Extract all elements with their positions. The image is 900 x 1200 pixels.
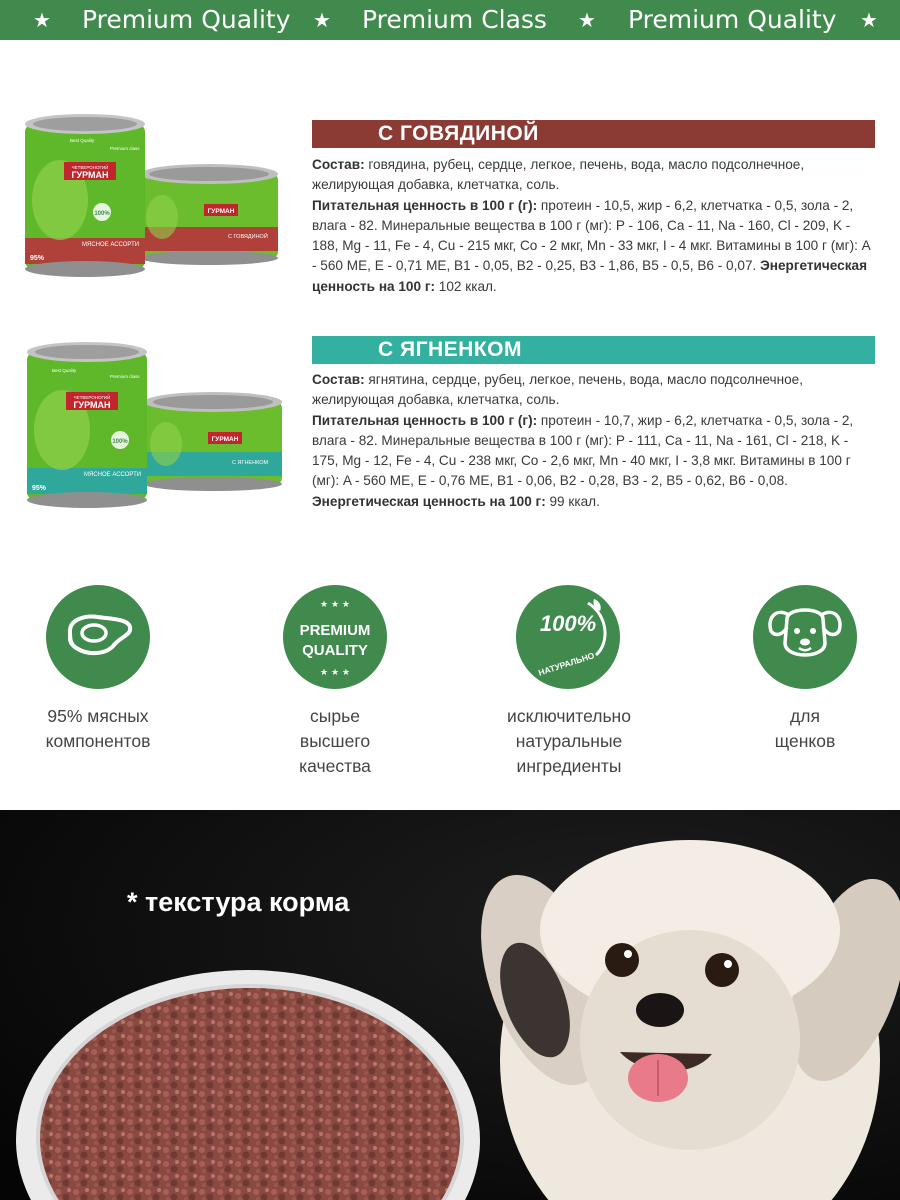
feature-caption bbox=[507, 704, 631, 779]
feature-caption bbox=[46, 704, 151, 754]
small-can bbox=[140, 164, 278, 265]
star-icon: ★ bbox=[578, 8, 596, 32]
svg-text:Premium class: Premium class bbox=[110, 374, 140, 379]
svg-text:ЧЕТВЕРОНОГИЙ: ЧЕТВЕРОНОГИЙ bbox=[71, 165, 109, 170]
star-icon: ★ bbox=[313, 8, 331, 32]
svg-text:ГУРМАН: ГУРМАН bbox=[73, 400, 111, 410]
svg-text:ЧЕТВЕРОНОГИЙ: ЧЕТВЕРОНОГИЙ bbox=[73, 395, 111, 400]
energy-text: 99 ккал. bbox=[545, 493, 600, 509]
svg-text:PREMIUM: PREMIUM bbox=[299, 622, 371, 639]
large-can bbox=[25, 114, 145, 277]
product-description bbox=[312, 155, 877, 297]
nutrition-label: Питательная ценность в 100 г (г): bbox=[312, 412, 538, 428]
large-can bbox=[27, 342, 147, 508]
svg-text:100%: 100% bbox=[94, 211, 110, 217]
food-texture-photo bbox=[0, 810, 900, 1200]
meat-steak-icon bbox=[46, 585, 150, 689]
banner-text-1: Premium Quality bbox=[82, 5, 291, 34]
svg-text:МЯСНОЕ АССОРТИ: МЯСНОЕ АССОРТИ bbox=[82, 242, 140, 248]
nutrition-text: протеин - 10,7, жир - 6,2, клетчатка - 0,5, зола - 2, влага - 82. Минеральные вещества в 100 г (мг): P - 111, Ca - 11, Na - 161, Cl - 218, K - 175, Mg - 12, Fe - 4, Cu - 238 мкг, Co - 2,6 мкг, Mn - 40 мкг, I - 3,8 мкг. Витамины в 100 г (мг): A - 560 МЕ, E - 0,76 МЕ, B1 - 0,06, B2 - 0,28, B3 - 2, B5 - 0,62, B6 - 0,08. bbox=[312, 412, 854, 489]
feature-caption bbox=[775, 704, 835, 754]
product-cans-image bbox=[22, 340, 284, 510]
can-illustration bbox=[22, 340, 284, 510]
svg-text:ГУРМАН: ГУРМАН bbox=[211, 436, 239, 443]
nutrition-label: Питательная ценность в 100 г (г): bbox=[312, 197, 538, 213]
svg-text:100%: 100% bbox=[112, 439, 128, 445]
svg-text:ГУРМАН: ГУРМАН bbox=[207, 208, 235, 215]
small-can bbox=[144, 392, 282, 491]
star-icon: ★ bbox=[33, 8, 51, 32]
svg-text:Best Quality: Best Quality bbox=[70, 138, 95, 143]
energy-label: Энергетическая ценность на 100 г: bbox=[312, 258, 868, 294]
feature-caption-text: сырье высшего качества bbox=[299, 706, 371, 776]
svg-text:Premium class: Premium class bbox=[110, 146, 140, 151]
composition-label: Состав: bbox=[312, 157, 365, 172]
feature-caption-text: исключительно натуральные ингредиенты bbox=[507, 706, 631, 776]
svg-text:С ГОВЯДИНОЙ: С ГОВЯДИНОЙ bbox=[228, 234, 268, 240]
texture-label: * текстура корма bbox=[127, 887, 350, 917]
can-illustration bbox=[22, 112, 284, 282]
premium-quality-badge-icon bbox=[283, 585, 387, 689]
natural-100-leaf-icon bbox=[516, 585, 620, 689]
product-title: С ГОВЯДИНОЙ bbox=[312, 120, 875, 148]
feature-caption-text: для щенков bbox=[774, 706, 836, 751]
puppy-face-icon bbox=[753, 585, 857, 689]
svg-text:★ ★ ★: ★ ★ ★ bbox=[320, 600, 350, 610]
composition-label: Состав: bbox=[312, 372, 365, 387]
banner-text-2: Premium Class bbox=[362, 5, 547, 34]
star-icon: ★ bbox=[860, 8, 878, 32]
product-cans-image bbox=[22, 112, 284, 282]
energy-label: Энергетическая ценность на 100 г: bbox=[312, 493, 546, 509]
product-description bbox=[312, 370, 877, 512]
nutrition-text: протеин - 10,5, жир - 6,2, клетчатка - 0,5, зола - 2, влага - 82. Минеральные вещества в 100 г (мг): P - 106, Ca - 11, Na - 160, Cl - 209, K - 188, Mg - 11, Fe - 4, Cu - 215 мкг, Co - 2 мкг, Mn - 33 мкг, I - 4 мкг. Витамины в 100 г (мг): A - 560 МЕ, E - 0,71 МЕ, B1 - 0,05, B2 - 0,25, B3 - 1,86, B5 - 0,5, B6 - 0,07. bbox=[312, 197, 870, 274]
svg-text:Best Quality: Best Quality bbox=[52, 368, 77, 373]
svg-text:100%: 100% bbox=[539, 611, 597, 636]
composition-text: говядина, рубец, сердце, легкое, печень, вода, масло подсолнечное, желирующая добавка, клетчатка, соль. bbox=[312, 157, 805, 193]
svg-text:НАТУРАЛЬНО: НАТУРАЛЬНО bbox=[537, 650, 596, 678]
top-banner bbox=[0, 0, 900, 40]
banner-text-3: Premium Quality bbox=[628, 5, 837, 34]
svg-text:95%: 95% bbox=[32, 485, 47, 492]
svg-text:С ЯГНЕНКОМ: С ЯГНЕНКОМ bbox=[232, 460, 269, 466]
svg-text:QUALITY: QUALITY bbox=[302, 642, 368, 659]
photo-illustration bbox=[0, 810, 900, 1200]
svg-text:95%: 95% bbox=[30, 255, 45, 262]
composition-text: ягнятина, сердце, рубец, легкое, печень, вода, масло подсолнечное, желирующая добавка, клетчатка, соль. bbox=[312, 372, 803, 408]
features-row bbox=[0, 580, 900, 776]
feature-caption bbox=[299, 704, 371, 779]
energy-text: 102 ккал. bbox=[435, 278, 497, 294]
svg-text:ГУРМАН: ГУРМАН bbox=[71, 170, 109, 180]
product-title: С ЯГНЕНКОМ bbox=[312, 336, 875, 364]
svg-text:★ ★ ★: ★ ★ ★ bbox=[320, 668, 350, 678]
feature-caption-text: 95% мясных компонентов bbox=[45, 706, 151, 751]
svg-text:МЯСНОЕ АССОРТИ: МЯСНОЕ АССОРТИ bbox=[84, 472, 142, 478]
